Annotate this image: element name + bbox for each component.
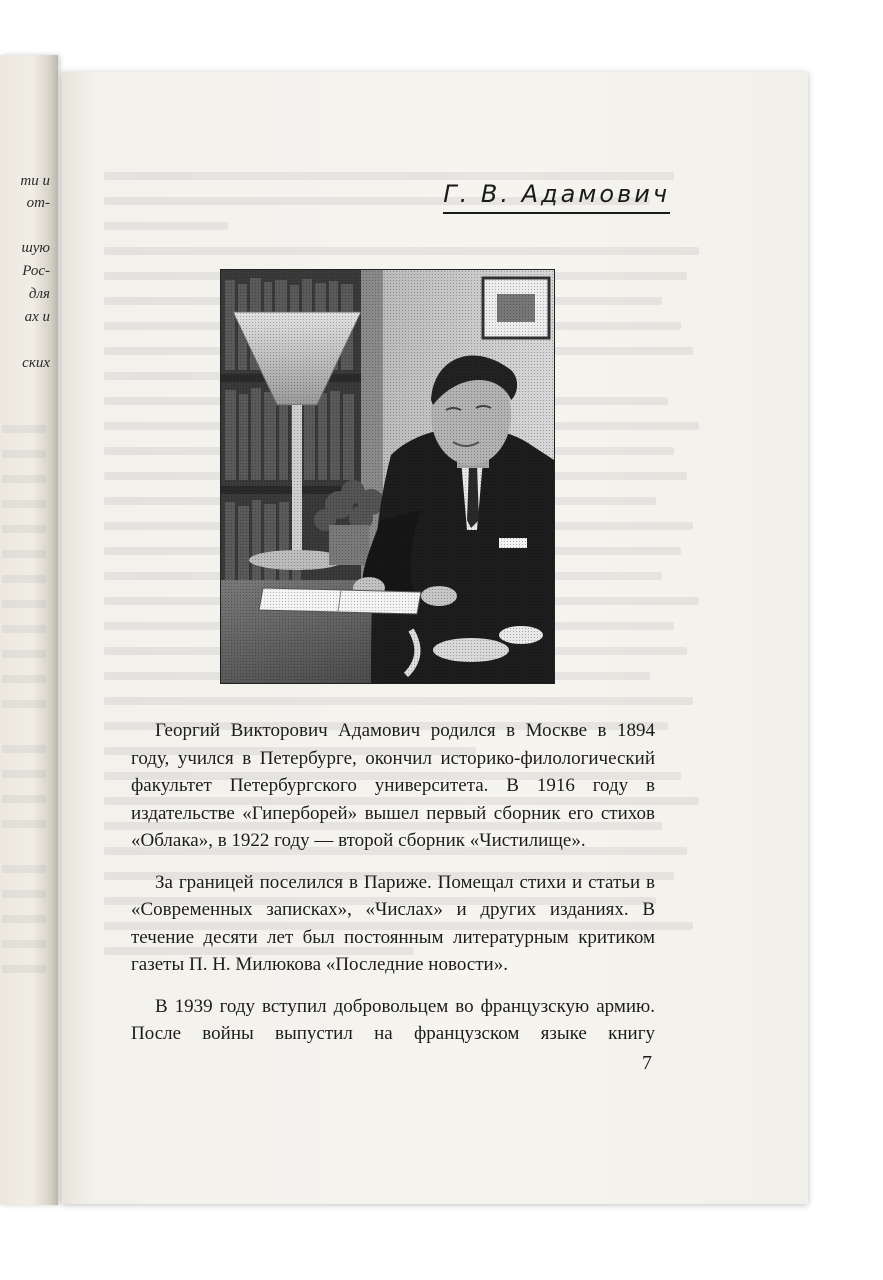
book-page — [62, 72, 808, 1204]
left-page-edge — [0, 55, 58, 1205]
paragraph: В 1939 году вступил добровольцем во французскую армию. После войны выпустил на французском языке книгу — [131, 995, 655, 1044]
paragraph: За границей поселился в Париже. Помещал стихи и статьи в «Современных записках», «Числах» и других изданиях. В течение десяти лет был постоянным литературным критиком газеты П. Н. Милюкова «Последние новости». — [131, 871, 655, 975]
left-page-fragment: ах и — [24, 309, 50, 325]
left-page-fragment: ских — [22, 355, 50, 371]
biography-text — [131, 717, 655, 1062]
left-page-fragment: Рос- — [22, 263, 50, 279]
left-page-fragment: шую — [21, 240, 50, 256]
page-number: 7 — [642, 1052, 652, 1074]
left-page-fragment: ти и — [20, 173, 50, 189]
left-page-fragment: от- — [26, 195, 50, 211]
paragraph: Георгий Викторович Адамович родился в Москве в 1894 году, учился в Петербурге, окончил историко-филологический факультет Петербургского университета. В 1916 году в издательстве «Гиперборей» вышел первый сборник его стихов «Облака», в 1922 году — второй сборник «Чистилище». — [131, 720, 655, 851]
left-page-fragment: для — [28, 286, 50, 302]
author-heading: Г. В. Адамович — [443, 180, 670, 214]
portrait-photo — [220, 269, 555, 684]
